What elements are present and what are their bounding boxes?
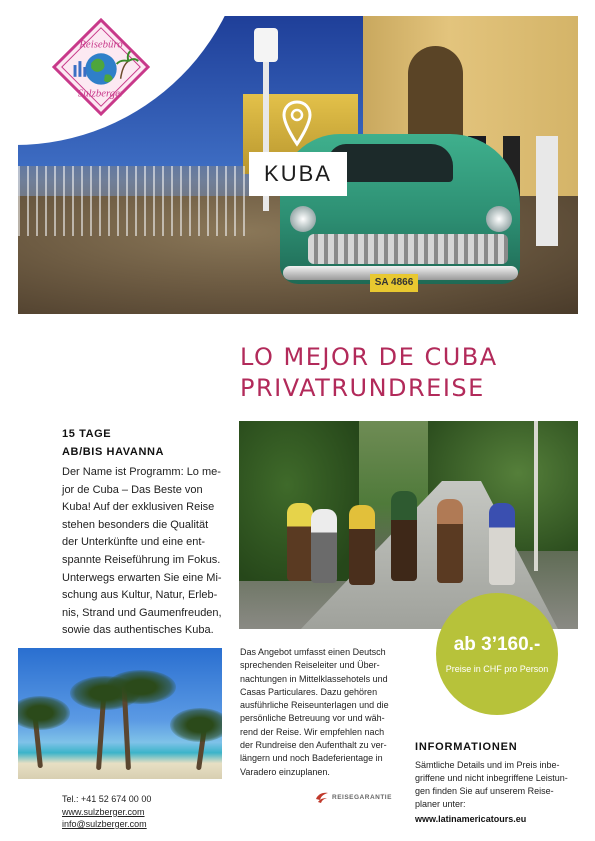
palm-leaves: [18, 696, 70, 730]
location-label: KUBA: [264, 161, 332, 186]
intro-line: spannte Reiseführung im Fokus.: [62, 553, 221, 566]
intro-line: stehen besonders die Qualität: [62, 518, 209, 531]
contact-email-link[interactable]: info@sulzberger.com: [62, 819, 147, 829]
hero-license-plate: SA 4866: [370, 274, 418, 292]
map-pin-icon: [282, 100, 312, 148]
intro-line: schung aus Kultur, Natur, Erleb-: [62, 589, 218, 602]
riders-utility-pole: [534, 421, 538, 571]
hero-car-headlight-right: [486, 206, 512, 232]
info-line: Sämtliche Details und im Preis inbe-: [415, 760, 560, 770]
offer-description: [240, 646, 400, 779]
description-line: der Rundreise den Aufenthalt zu ver-: [240, 740, 387, 751]
description-line: Casas Particulares. Dazu gehören: [240, 686, 378, 697]
info-line: griffene und nicht inbegriffene Leistun-: [415, 773, 568, 783]
info-line: gen finden Sie auf unserem Reise-: [415, 786, 554, 796]
description-line: sprechenden Reiseleiter und Über-: [240, 660, 380, 671]
reisegarantie-logo: [315, 790, 392, 804]
photo-horse-riders: [239, 421, 578, 629]
rider-1: [287, 503, 313, 581]
intro-line: Unterwegs erwarten Sie eine Mi-: [62, 571, 222, 584]
contact-block: [62, 793, 151, 831]
rider-2: [311, 509, 337, 583]
info-heading: INFORMATIONEN: [415, 741, 518, 753]
title-line-2: PRIVATRUNDREISE: [240, 374, 485, 402]
rider-4: [391, 491, 417, 581]
description-line: ausführliche Reiseunterlagen und die: [240, 700, 389, 711]
intro-line: jor de Cuba – Das Beste von: [62, 483, 203, 496]
reisegarantie-icon: [315, 790, 329, 804]
location-label-box: [249, 152, 347, 196]
rider-3: [349, 505, 375, 585]
info-line: planer unter:: [415, 799, 466, 809]
title-line-1: LO MEJOR DE CUBA: [240, 343, 498, 371]
latinamericatours-link[interactable]: www.latinamericatours.eu: [415, 814, 527, 824]
intro-line: Der Name ist Programm: Lo me-: [62, 466, 221, 478]
page-title: [240, 342, 580, 404]
trip-duration: 15 TAGE: [62, 428, 112, 440]
logo-text-bottom: Sulzberger: [77, 87, 125, 100]
contact-website-link[interactable]: www.sulzberger.com: [62, 806, 145, 817]
intro-line: nis, Strand und Gaumenfreuden,: [62, 606, 222, 619]
intro-line: Kuba! Auf der exklusiven Reise: [62, 501, 215, 514]
description-line: rend der Reise. Wir empfehlen nach: [240, 726, 385, 737]
intro-line: sowie das authentisches Kuba.: [62, 624, 214, 637]
intro-paragraph: [62, 464, 232, 640]
palm-leaves: [170, 708, 222, 742]
photo-beach-palms: [18, 648, 222, 779]
price-amount: ab 3’160.-: [453, 634, 541, 655]
price-badge: [436, 593, 558, 715]
info-text: [415, 759, 580, 811]
hero-car-headlight-left: [290, 206, 316, 232]
hero-iron-fence: [18, 166, 248, 236]
trip-summary: [62, 425, 164, 461]
palm-leaves: [106, 670, 176, 704]
rider-5: [437, 499, 463, 583]
rider-6: [489, 503, 515, 585]
reisebuero-sulzberger-logo: [52, 18, 150, 116]
description-line: nachtungen in Mittelklassehotels und: [240, 673, 388, 684]
description-line: Das Angebot umfasst einen Deutsch: [240, 647, 386, 657]
contact-phone: Tel.: +41 52 674 00 00: [62, 794, 152, 804]
trip-start: AB/BIS HAVANNA: [62, 446, 165, 458]
description-line: längern und noch Badeferientage in: [240, 753, 383, 764]
price-note: Preise in CHF pro Person: [445, 664, 549, 674]
hero-lamp: [254, 28, 278, 62]
description-line: persönliche Betreuung vor und wäh-: [240, 713, 385, 724]
intro-line: der Unterkünfte und eine ent-: [62, 536, 206, 549]
reisegarantie-label: REISEGARANTIE: [332, 793, 392, 801]
description-line: Varadero einzuplanen.: [240, 766, 330, 777]
logo-text-top: Reisebüro: [79, 38, 123, 51]
hero-car-grille: [308, 234, 508, 264]
